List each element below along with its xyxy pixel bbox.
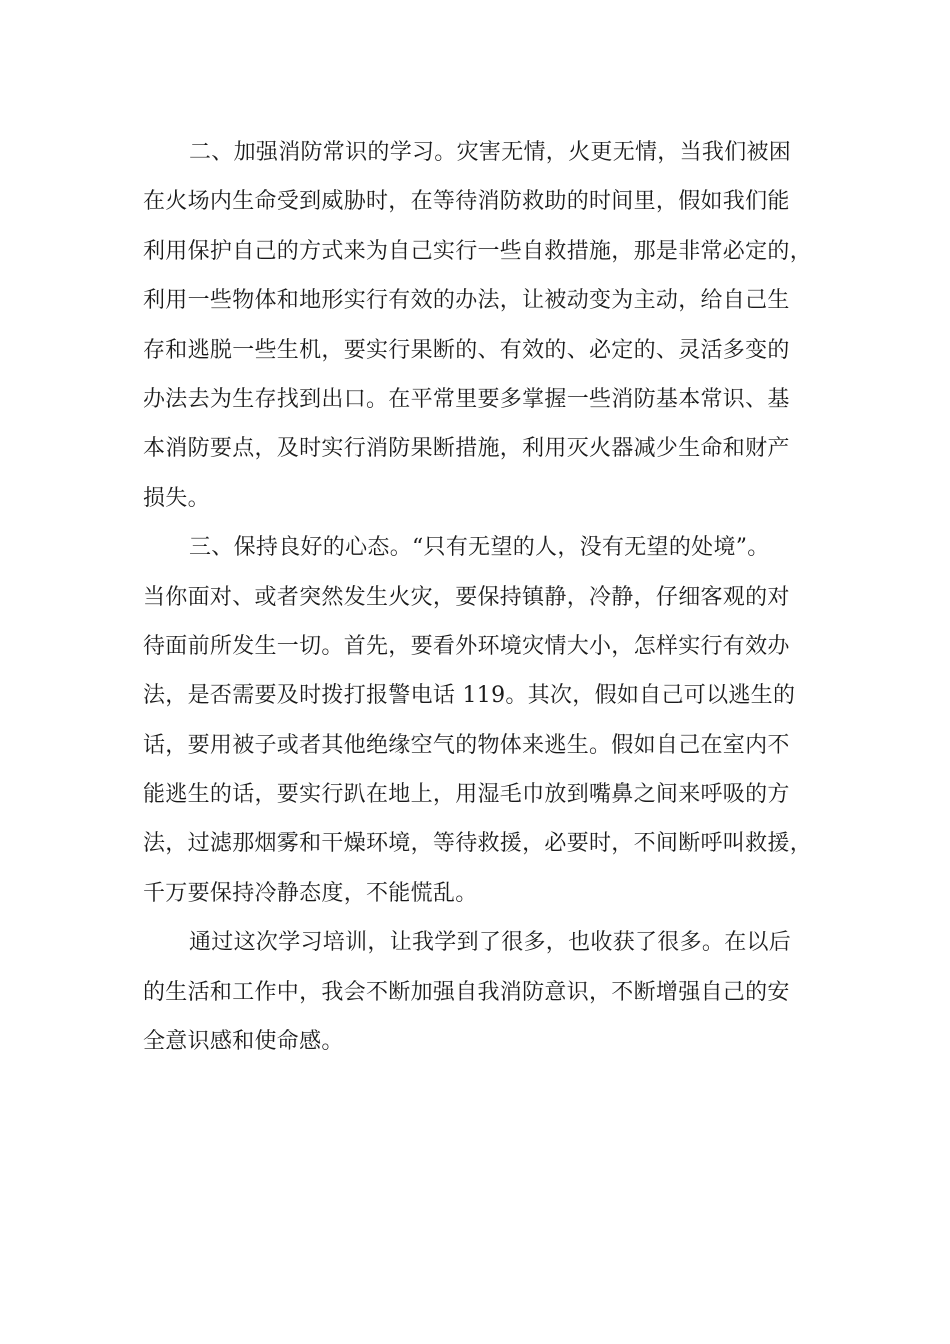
text-line: 本消防要点，及时实行消防果断措施，利用灭火器减少生命和财产 xyxy=(143,436,790,462)
text-line: 法，过滤那烟雾和干燥环境，等待救援，必要时，不间断呼叫救援， xyxy=(143,831,813,857)
text-line: 利用一些物体和地形实行有效的办法，让被动变为主动，给自己生 xyxy=(143,288,790,314)
text-line: 存和逃脱一些生机，要实行果断的、有效的、必定的、灵活多变的 xyxy=(143,337,790,363)
document-body xyxy=(143,128,823,1066)
paragraph-fire-knowledge xyxy=(143,128,823,523)
text-line: 的生活和工作中，我会不断加强自我消防意识，不断增强自己的安 xyxy=(143,979,790,1005)
text-line: 全意识感和使命感。 xyxy=(143,1029,344,1055)
text-line: 利用保护自己的方式来为自己实行一些自救措施，那是非常必定的， xyxy=(143,238,813,264)
text-line: 千万要保持冷静态度，不能慌乱。 xyxy=(143,880,478,906)
text-line: 二、加强消防常识的学习。灾害无情，火更无情，当我们被困 xyxy=(189,140,792,165)
paragraph-mindset xyxy=(143,523,823,918)
text-line: 能逃生的话，要实行趴在地上，用湿毛巾放到嘴鼻之间来呼吸的方 xyxy=(143,782,790,808)
text-line: 在火场内生命受到威胁时，在等待消防救助的时间里，假如我们能 xyxy=(143,189,790,215)
text-line: 损失。 xyxy=(143,485,210,511)
text-line: 通过这次学习培训，让我学到了很多，也收获了很多。在以后 xyxy=(189,930,792,956)
text-line: 待面前所发生一切。首先，要看外环境灾情大小，怎样实行有效办 xyxy=(143,633,790,659)
text-line: 当你面对、或者突然发生火灾，要保持镇静，冷静，仔细客观的对 xyxy=(143,584,790,610)
text-line: 办法去为生存找到出口。在平常里要多掌握一些消防基本常识、基 xyxy=(143,386,790,412)
text-line: 话，要用被子或者其他绝缘空气的物体来逃生。假如自己在室内不 xyxy=(143,732,790,758)
text-line: 法，是否需要及时拨打报警电话 119。其次，假如自己可以逃生的 xyxy=(143,683,796,709)
text-line: 三、保持良好的心态。“只有无望的人，没有无望的处境”。 xyxy=(189,535,770,561)
paragraph-conclusion xyxy=(143,918,823,1066)
